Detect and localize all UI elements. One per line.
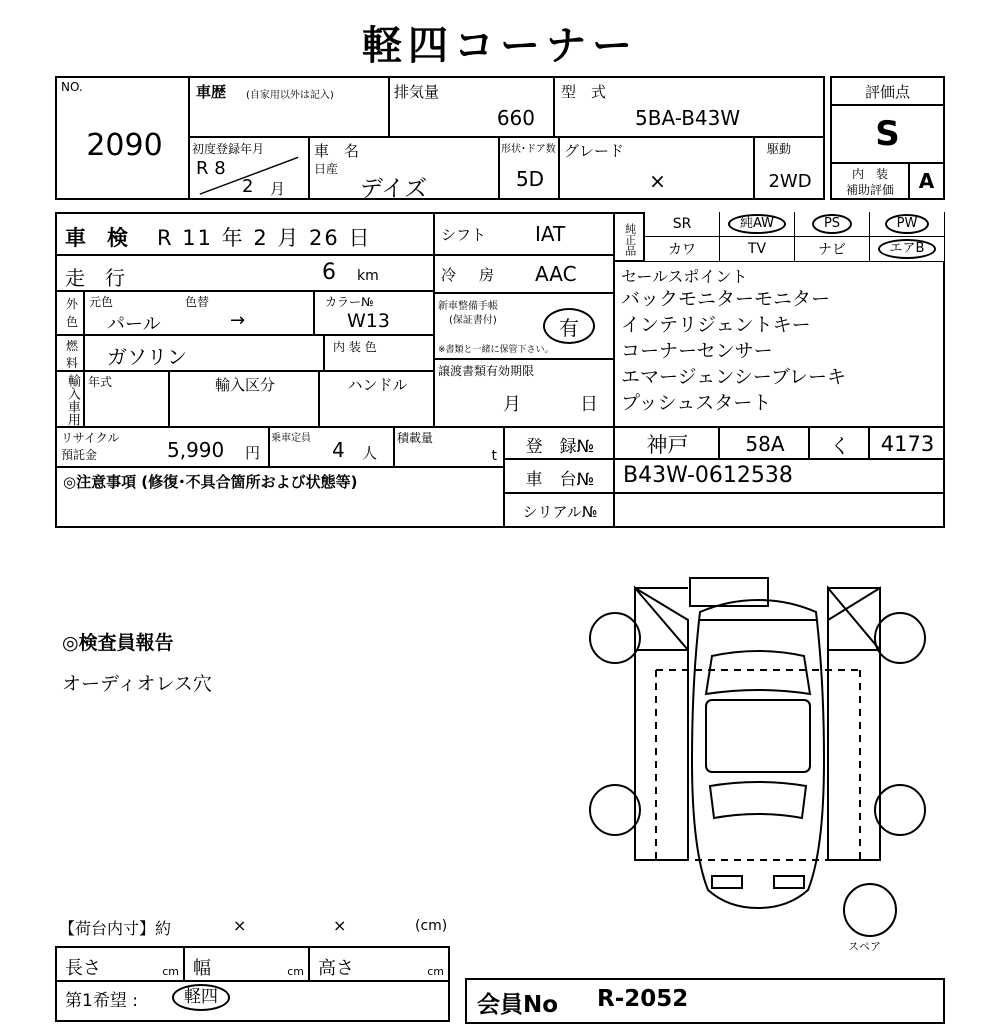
recycle-unit: 円 [245,444,261,462]
wish-value-wrap [172,984,230,1011]
transfer-day: 日 [580,394,598,415]
mileage-label: 走 行 [65,266,125,290]
model-cell [555,76,825,138]
bed-length-unit: cm [162,965,179,978]
bed-size-title: 【荷台内寸】約 [59,919,172,938]
sales-point-2: インテリジェントキー [621,314,811,336]
interior-rating-label-2: 補助評価 [845,183,894,197]
equip-ps-cell[interactable] [795,212,870,237]
equip-sr-label: SR [672,216,692,232]
equip-leather-cell[interactable] [645,237,720,262]
color-no-label: カラー№ [325,295,374,309]
equip-aw-label: 純AW [728,214,786,234]
fuel-value: ガソリン [107,345,187,369]
import-type-cell [170,372,320,428]
history-label: 車歴 [196,83,227,101]
base-color-value: パール [107,314,161,335]
grade-label: グレード [564,142,625,160]
ac-cell [435,256,615,294]
warranty-note: ※書類と一緒に保管下さい。 [438,345,554,355]
bed-length-cell [55,946,185,982]
shape-door-value: 5D [515,167,545,191]
capacity-unit: 人 [362,444,378,462]
reg-number: 4173 [880,432,935,456]
reg-class: 58A [745,432,785,456]
interior-rating-value-cell [910,164,945,200]
sales-point-3: コーナーセンサー [621,340,773,362]
import-label: 輸入車用 [64,374,80,426]
lot-no-value: 2090 [86,127,163,163]
ac-label: 冷 房 [441,266,499,284]
wish-label: 第1希望 : [65,991,138,1011]
grade-value: × [649,169,666,193]
equip-airbag-label: エアB [878,239,937,259]
interior-color-cell [325,336,435,372]
drive-label: 駆動 [767,142,792,156]
import-year-cell [85,372,170,428]
interior-rating-label-cell [830,164,910,200]
bed-width-unit: cm [287,965,304,978]
exterior-color-label-1: 外 [65,296,78,311]
first-registration-cell [190,138,310,200]
history-cell [190,76,390,138]
first-registration-month-unit: 月 [270,180,286,198]
sales-points-title: セールスポイント [621,267,748,286]
reg-no-label-cell [505,428,615,460]
equip-airbag-cell[interactable] [870,237,945,262]
car-maker-label: 日産 [314,162,339,176]
inspector-report [62,628,442,696]
transfer-cell [435,360,615,428]
first-registration-month: 2 [242,176,254,197]
serial-value-cell [615,494,945,528]
bed-height-label: 高さ [318,958,354,979]
handle-label: ハンドル [347,375,408,394]
wish-cell [55,982,450,1022]
shaken-label: 車 検 [65,226,128,250]
sales-point-4: エマージェンシーブレーキ [621,366,847,388]
bed-size-unit: (cm) [415,918,448,934]
base-color-label: 元色 [89,295,114,309]
bed-size-x1: × [233,916,247,935]
chassis-value: B43W-0612538 [623,463,793,488]
recycle-value: 5,990 [167,438,225,462]
bed-length-label: 長さ [65,958,101,979]
displacement-value: 660 [496,106,535,130]
capacity-cell [270,428,395,468]
car-diagram-svg [560,560,960,960]
rating-value-cell [830,106,945,164]
page-title: 軽四コーナー [362,23,638,69]
displacement-cell [390,76,555,138]
sales-points-box [615,262,945,428]
capacity-value: 4 [332,438,345,462]
interior-color-label: 内 装 色 [333,340,377,354]
repaint-label: 色替 [185,295,210,309]
load-unit: t [491,448,497,464]
car-name-cell [310,138,500,200]
genuine-parts-label: 純正品 [623,222,637,256]
fuel-label-2: 料 [65,355,78,370]
import-type-label: 輸入区分 [214,375,275,394]
displacement-label: 排気量 [394,83,440,101]
lot-no-label: NO. [61,80,83,94]
shape-door-cell [500,138,560,200]
chassis-label-cell [505,460,615,494]
repaint-value: → [230,310,246,331]
fuel-label-1: 燃 [65,338,78,353]
bed-height-cell [310,946,450,982]
exterior-color-label-2: 色 [65,314,78,329]
model-label: 型 式 [561,83,607,101]
equip-navi-cell[interactable] [795,237,870,262]
serial-label-cell [505,494,615,528]
import-label-cell [55,372,85,428]
drive-value: 2WD [768,170,812,192]
reg-kana-cell [810,428,870,460]
fuel-value-cell [85,336,325,372]
mileage-value: 6 [322,260,336,285]
bed-size-header [55,910,455,950]
bed-height-unit: cm [427,965,444,978]
car-name-label: 車 名 [314,142,360,160]
bed-width-label: 幅 [193,958,211,979]
bed-width-cell [185,946,310,982]
member-label: 会員No [477,992,559,1018]
equip-navi-label: ナビ [818,242,846,258]
reg-no-label: 登 録№ [525,436,595,457]
warranty-label-1: 新車整備手帳 [438,301,498,312]
rating-label: 評価点 [864,82,910,101]
exterior-color-label-cell [55,292,85,336]
member-cell [465,978,945,1024]
mileage-unit: km [357,268,379,284]
reg-area-cell [615,428,720,460]
wish-value: 軽四 [172,984,230,1011]
warranty-flag [543,308,595,344]
history-note: (自家用以外は記入) [246,90,334,101]
serial-label: シリアル№ [522,502,598,521]
equip-aw-cell[interactable] [720,212,795,237]
warranty-cell [435,294,615,360]
color-no-value: W13 [347,310,390,332]
equip-tv-cell[interactable] [720,237,795,262]
color-no-cell [315,292,435,336]
car-name-value: デイズ [360,176,428,202]
reg-class-cell [720,428,810,460]
shift-value: IAT [535,222,566,246]
rating-value: S [875,114,900,154]
warranty-label-2: (保証書付) [449,315,497,326]
reg-kana: く [830,433,850,458]
load-cell [395,428,505,468]
grade-cell [560,138,755,200]
bed-size-x2: × [333,916,347,935]
transfer-label: 譲渡書類有効期限 [438,364,535,378]
caution-label: ◎注意事項 (修復･不具合箇所および状態等) [63,473,358,491]
svg-text:スペア: スペア [848,940,881,953]
inspector-report-title: ◎検査員報告 [62,632,174,654]
lot-no-box [55,76,190,200]
equip-tv-label: TV [747,241,767,257]
mileage-cell [55,256,435,292]
shift-label: シフト [441,226,487,244]
recycle-cell [55,428,270,468]
shaken-cell [55,212,435,256]
handle-value [320,398,435,420]
genuine-parts-label-cell [615,212,645,262]
chassis-value-cell [615,460,945,494]
sales-point-1: バックモニターモニター [621,288,831,310]
equip-pw-cell[interactable] [870,212,945,237]
shift-cell [435,212,615,256]
recycle-label-2: 預託金 [61,448,98,462]
handle-cell [320,372,435,428]
first-registration-label: 初度登録年月 [192,142,265,156]
equip-leather-label: カワ [668,242,696,258]
shaken-value: R 11 年 2 月 26 日 [157,226,372,250]
load-label: 積載量 [397,431,434,445]
equip-pw-label: PW [885,214,930,234]
rating-label-cell [830,76,945,106]
sales-point-5: プッシュスタート [621,392,772,414]
interior-rating-value: A [918,169,935,193]
drive-cell [755,138,825,200]
import-type-value [170,398,320,420]
import-year-label: 年式 [88,375,113,389]
warranty-value: 有 [543,308,595,344]
reg-number-cell [870,428,945,460]
first-registration-year: R 8 [196,158,226,179]
interior-rating-label-1: 内 装 [851,167,888,181]
capacity-label: 乗車定員 [271,433,311,444]
fuel-label-cell [55,336,85,372]
chassis-label: 車 台№ [525,469,595,490]
inspector-report-line-1: オーディオレス穴 [62,673,212,695]
transfer-month: 月 [503,394,521,415]
model-value: 5BA-B43W [635,106,741,130]
equip-sr-cell[interactable] [645,212,720,237]
caution-cell [55,468,505,528]
equip-ps-label: PS [812,214,852,234]
ac-value: AAC [535,262,577,286]
car-damage-diagram [560,560,960,960]
reg-area: 神戸 [646,433,689,457]
shape-door-label: 形状･ドア数 [501,144,556,155]
member-value: R-2052 [597,986,689,1012]
base-color-cell [85,292,315,336]
recycle-label-1: リサイクル [61,431,120,445]
